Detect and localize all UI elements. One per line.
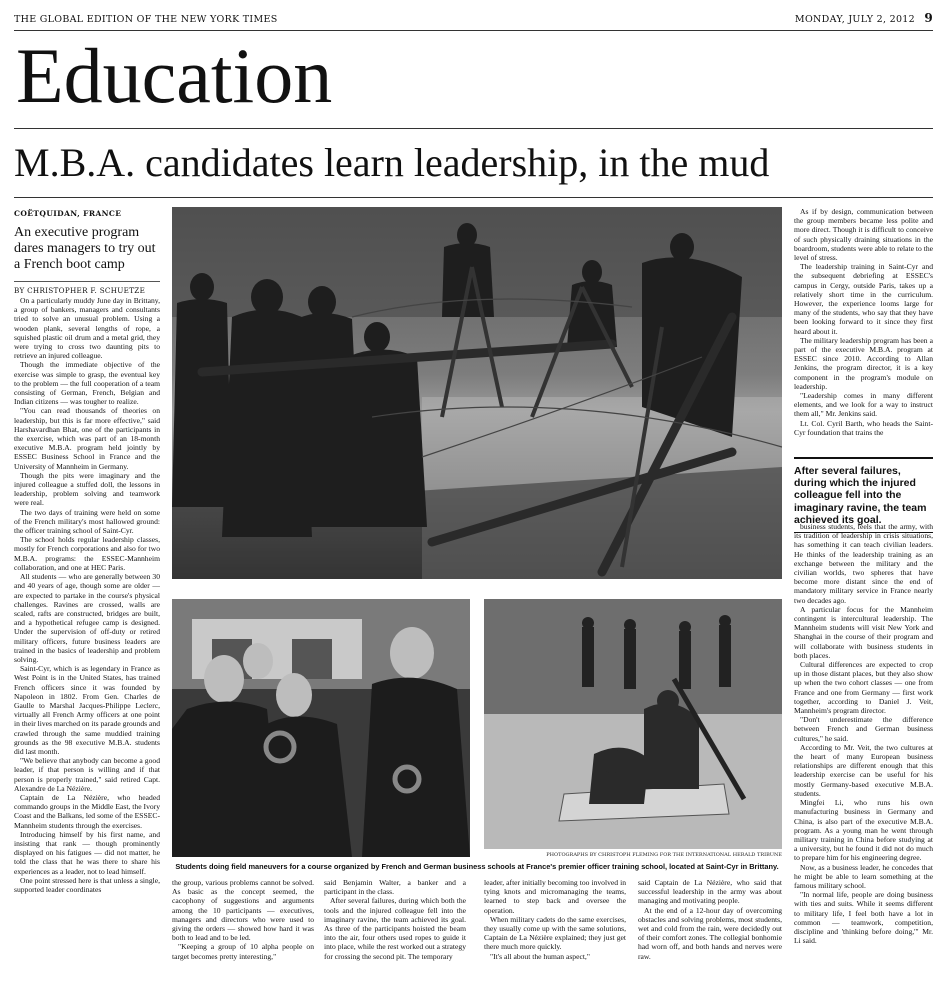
paragraph: Captain de La Nézière, who headed commando groups in the Middle East, the Ivory Coast and the Balkans, led some of the ESSEC-Mannheim students through the exercises. <box>14 792 160 830</box>
deck: An executive program dares managers to try out a French boot camp <box>14 225 156 272</box>
edition-label: THE GLOBAL EDITION OF THE NEW YORK TIMES <box>14 14 278 25</box>
paragraph: "We believe that anybody can become a good leader, if that person is willing and if that person is properly trained," said retired Capt. Alexandre de La Nézière. <box>14 756 160 793</box>
paragraph: One point stressed here is that unless a single, supported leader coordinates <box>14 875 160 894</box>
paragraph: Mingfei Li, who runs his own manufacturing business in Germany and China, is also part of the executive M.B.A. program. As a young man he went through military training in China before studying at a university, but he found it did not do much to prepare him for his engineering degree. <box>794 798 933 863</box>
paragraph: Though the pits were imaginary and the injured colleague a stuffed doll, the lessons in leadership, problem solving and teamwork were real. <box>14 470 160 508</box>
paragraph: Now, as a business leader, he concedes that he might be able to learn something at the famous military school. <box>794 862 933 890</box>
article-column-5 <box>638 878 782 996</box>
paragraph: Cultural differences are expected to crop up in those distant places, but they also show up when the two cohort classes — one from France and one from Germany — first work together, according to Daniel J. Veit, Mannheim's program director. <box>794 660 933 716</box>
raft-exercise-image <box>484 599 782 849</box>
paragraph: When military cadets do the same exercises, they usually come up with the same solutions, Captain de La Nézière explained; they just get there much more quickly. <box>484 914 626 952</box>
paragraph: At the end of a 12-hour day of overcoming obstacles and solving problems, most students, wet and cold from the rain, were decidedly out of their comfort zones. The collegial bonhomie had worn off, and both hands and nerves were raw. <box>638 905 782 961</box>
knot-tying-image <box>172 599 470 857</box>
photo-caption: Students doing field maneuvers for a course organized by French and German business schools at France's premier officer training school, located at Saint-Cyr in Brittany. <box>175 862 779 871</box>
section-divider <box>14 128 933 129</box>
issue-date: MONDAY, JULY 2, 2012 <box>794 14 915 25</box>
paragraph: business students, feels that the army, with its tradition of leadership in crisis situations, has something it can teach civilian leaders. He thinks of the leadership training as an exchange between the military and the civilian worlds, two spheres that have become more distant since the end of mandatory military service in France nearly two decades ago. <box>794 522 933 605</box>
article-column-6-top <box>794 207 933 453</box>
page-number: 9 <box>924 11 933 25</box>
paragraph: According to Mr. Veit, the two cultures at the heart of many European business relationships are different enough that this leadership exercise can be useful for his mostly Germany-based executive M.B.A. students. <box>794 742 933 798</box>
paragraph: The school holds regular leadership classes, mostly for French corporations and also for two M.B.A. programs: the ESSEC-Mannheim collaboration, and one at HEC Paris. <box>14 535 160 572</box>
paragraph: Lt. Col. Cyril Barth, who heads the Saint-Cyr foundation that trains the <box>794 418 933 437</box>
bridge-exercise-image <box>172 207 782 579</box>
headline: M.B.A. candidates learn leadership, in the mud <box>14 140 770 185</box>
article-column-2 <box>172 878 314 996</box>
knot-tying-photo <box>172 599 470 857</box>
headline-divider <box>14 197 933 198</box>
section-title: Education <box>16 32 333 119</box>
paragraph: On a particularly muddy June day in Brittany, a group of bankers, managers and consultants tried to solve an unusual problem. Using a wooden plank, several lengths of rope, a squished plastic oil drum and a metal grid, they were trying to cross two daunting pits to retrieve an injured colleague. <box>14 296 160 361</box>
paragraph: said Captain de La Nézière, who said that successful leadership in the army was about managing and motivating people. <box>638 878 782 906</box>
paragraph: leader, after initially becoming too involved in tying knots and micromanaging the teams, learned to step back and oversee the operation. <box>484 878 626 915</box>
paragraph: All students — who are generally between 30 and 40 years of age, though some are older — are expected to partake in the course's physical challenges. Ravines are crossed, walls are scaled, rafts are constructed, bridges are built, and a hypothetical refugee camp is designed. Under the supervision of off-duty or retired military officers, future business leaders are trained in the basics of leadership and problem solving. <box>14 572 160 664</box>
dateline: COËTQUIDAN, FRANCE <box>14 209 122 218</box>
paragraph: Though the immediate objective of the exercise was simple to grasp, the eventual key to the problem — the full cooperation of a team consisting of German, French, Belgian and Indian citizens — was tougher to realize. <box>14 360 160 407</box>
paragraph: "Don't underestimate the difference between French and German business cultures," he said. <box>794 715 933 743</box>
article-column-4 <box>484 878 626 996</box>
paragraph: Introducing himself by his first name, and insisting that rank — though prominently displayed on his fatigues — did not matter, he told the class that he was there to share his experiences as a leader, not to lead himself. <box>14 829 160 876</box>
paragraph: Saint-Cyr, which is as legendary in France as West Point is in the United States, has trained French officers since it was founded by Napoleon in 1802. From Gen. Charles de Gaulle to Marshal Jacques-Philippe Leclerc, virtually all French Army officers at one point in their lives marched on its parade grounds and crawled through the same muddied training grounds as the 98 executive M.B.A. students did last month. <box>14 664 160 756</box>
paragraph: A particular focus for the Mannheim contingent is intercultural leadership. The Mannheim students will visit New York and Shanghai in the course of their program and will collaborate with business students in both places. <box>794 604 933 660</box>
paragraph: "You can read thousands of theories on leadership, but this is far more effective," said Harshavardhan Bhat, one of the participants in the exercise, which was part of an 18-month executive M.B.A. program held jointly by ESSEC Business School in France and the University of Mannheim in Germany. <box>14 406 160 471</box>
paragraph: After several failures, during which both the tools and the injured colleague fell into the imaginary ravine, the team achieved its goal. As three of the participants hoisted the beam into the air, four others used ropes to guide it into place, while the rest worked out a strategy for crossing the second pit. The temporary <box>324 896 466 961</box>
article-column-1 <box>14 296 160 996</box>
byline: BY CHRISTOPHER F. SCHUETZE <box>14 286 146 295</box>
raft-photo <box>484 599 782 849</box>
paragraph: the group, various problems cannot be solved. As basic as the concept seemed, the cacophony of suggestions and arguments among the 10 participants — executives, managers and directors who were used to giving the orders — showed how hard it was both to lead and to be led. <box>172 878 314 943</box>
masthead <box>14 4 933 31</box>
paragraph: The two days of training were held on some of the French military's most hallowed ground: the officer training school of Saint-Cyr. <box>14 507 160 536</box>
paragraph: "Leadership comes in many different elements, and we look for a way to instruct them all," Mr. Jenkins said. <box>794 391 933 419</box>
paragraph: said Benjamin Walter, a banker and a participant in the class. <box>324 878 466 897</box>
paragraph: "Keeping a group of 10 alpha people on target becomes pretty interesting," <box>172 942 314 961</box>
article-column-6-bottom <box>794 522 933 996</box>
main-photo <box>172 207 782 579</box>
paragraph: "In normal life, people are doing business with ties and suits. While it seems different to military life, I feel both have a lot in common — teamwork, competition, discipline and 'thinking before doing,'" Mr. Li said. <box>794 890 933 946</box>
photo-credit: PHOTOGRAPHS BY CHRISTOPH FLEMING FOR THE INTERNATIONAL HERALD TRIBUNE <box>546 852 782 858</box>
deck-divider <box>14 281 160 282</box>
paragraph: "It's all about the human aspect," <box>490 951 590 961</box>
paragraph: The military leadership program has been a part of the executive M.B.A. program at ESSEC since 2010. According to Allan Jenkins, the program director, it is a key component in the program's module on leadership. <box>794 335 933 391</box>
paragraph: The leadership training in Saint-Cyr and the subsequent debriefing at ESSEC's campus in Cergy, outside Paris, takes up a relatively short time in the curriculum. However, the experience looms large for many of the students, who say that they have been looking forward to it since they first heard about it. <box>794 262 933 336</box>
pull-quote: After several failures, during which the injured colleague fell into the imaginary ravine, the team achieved its goal. <box>794 457 933 533</box>
article-column-3 <box>324 878 466 996</box>
paragraph: As if by design, communication between the group members became less polite and more direct. Though it is difficult to conceive of such physically draining situations in the boardroom, students were able to relate to the level of stress. <box>794 207 933 263</box>
